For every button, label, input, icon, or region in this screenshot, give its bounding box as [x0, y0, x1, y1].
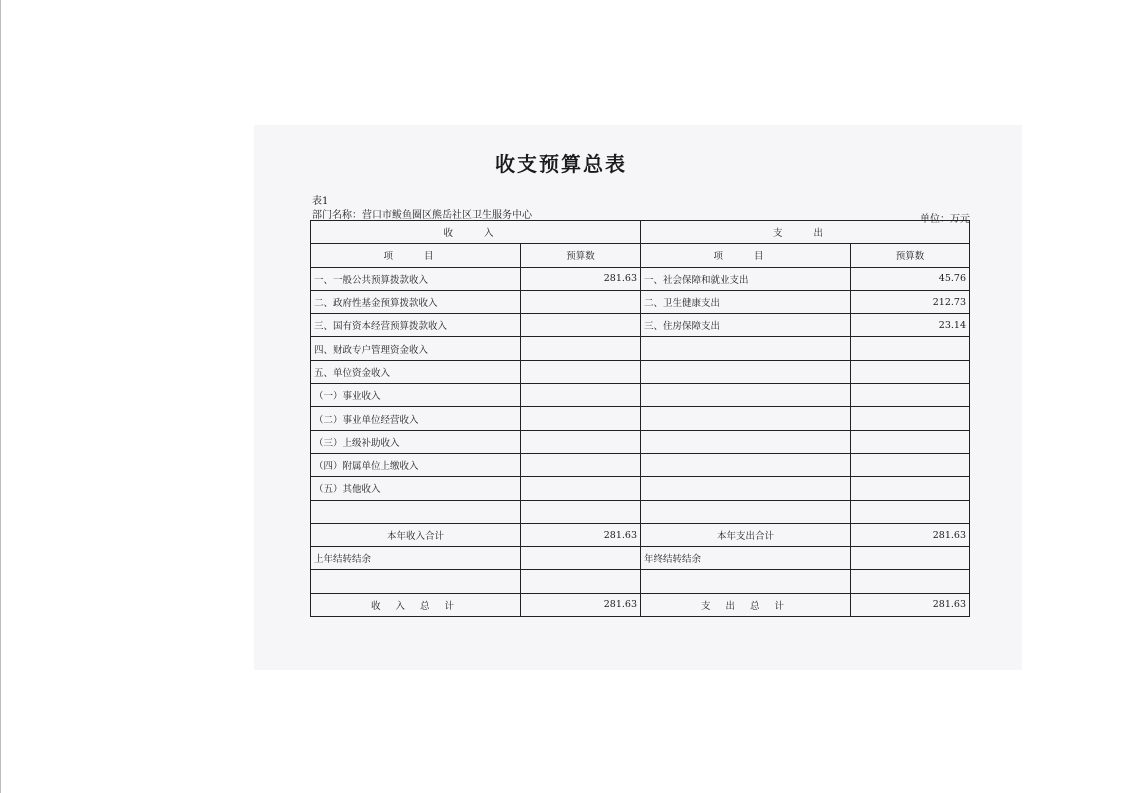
- income-item: （二）事业单位经营收入: [311, 407, 521, 430]
- income-item-header: 项 目: [311, 244, 521, 267]
- expense-value: 212.73: [851, 290, 970, 313]
- expense-budget-header: 预算数: [851, 244, 970, 267]
- income-section-header: 收 入: [311, 221, 641, 244]
- income-item: （三）上级补助收入: [311, 430, 521, 453]
- expense-value: [851, 360, 970, 383]
- department-name: 部门名称：营口市鲅鱼圈区熊岳社区卫生服务中心: [312, 210, 532, 221]
- income-value: 281.63: [521, 267, 641, 290]
- table-row: [311, 407, 970, 430]
- table-row: [311, 430, 970, 453]
- year-expense-total-label: 本年支出合计: [641, 523, 851, 546]
- table-row: [311, 314, 970, 337]
- income-item: [311, 500, 521, 523]
- expense-item-header: 项 目: [641, 244, 851, 267]
- table-row: [311, 384, 970, 407]
- income-value: [521, 453, 641, 476]
- table-row: [311, 477, 970, 500]
- table-section-header-row: [311, 221, 970, 244]
- income-item: 五、单位资金收入: [311, 360, 521, 383]
- page-title: 收支预算总表: [495, 152, 627, 176]
- expense-value: 23.14: [851, 314, 970, 337]
- expense-item: [641, 500, 851, 523]
- expense-value: 45.76: [851, 267, 970, 290]
- expense-item: 三、住房保障支出: [641, 314, 851, 337]
- carry-out-value: [851, 547, 970, 570]
- income-value: [521, 500, 641, 523]
- income-value: [521, 290, 641, 313]
- income-item: （一）事业收入: [311, 384, 521, 407]
- carry-out-label: 年终结转结余: [641, 547, 851, 570]
- empty-cell: [641, 570, 851, 593]
- grand-total-row: [311, 593, 970, 616]
- grand-expense-total-label: 支 出 总 计: [641, 593, 851, 616]
- income-value: [521, 360, 641, 383]
- income-item: 三、国有资本经营预算拨款收入: [311, 314, 521, 337]
- expense-section-header: 支 出: [641, 221, 970, 244]
- table-row: [311, 453, 970, 476]
- expense-value: [851, 337, 970, 360]
- table-number: 表1: [312, 196, 329, 207]
- carry-over-row: [311, 547, 970, 570]
- income-budget-header: 预算数: [521, 244, 641, 267]
- table-row: [311, 360, 970, 383]
- year-income-total-label: 本年收入合计: [311, 523, 521, 546]
- empty-cell: [521, 570, 641, 593]
- year-income-total-value: 281.63: [521, 523, 641, 546]
- unit-label: 单位：万元: [920, 214, 970, 225]
- expense-value: [851, 407, 970, 430]
- income-item: 二、政府性基金预算拨款收入: [311, 290, 521, 313]
- income-item: （五）其他收入: [311, 477, 521, 500]
- expense-item: [641, 384, 851, 407]
- expense-value: [851, 430, 970, 453]
- table-row: [311, 267, 970, 290]
- grand-expense-total-value: 281.63: [851, 593, 970, 616]
- income-value: [521, 407, 641, 430]
- expense-value: [851, 477, 970, 500]
- table-row: [311, 570, 970, 593]
- grand-income-total-value: 281.63: [521, 593, 641, 616]
- expense-item: [641, 337, 851, 360]
- carry-in-label: 上年结转结余: [311, 547, 521, 570]
- income-value: [521, 337, 641, 360]
- expense-value: [851, 500, 970, 523]
- budget-table: [310, 220, 970, 617]
- expense-value: [851, 384, 970, 407]
- income-value: [521, 430, 641, 453]
- income-value: [521, 477, 641, 500]
- expense-item: [641, 407, 851, 430]
- income-value: [521, 314, 641, 337]
- expense-item: 二、卫生健康支出: [641, 290, 851, 313]
- income-value: [521, 384, 641, 407]
- table-row: [311, 337, 970, 360]
- expense-item: [641, 430, 851, 453]
- income-item: （四）附属单位上缴收入: [311, 453, 521, 476]
- expense-value: [851, 453, 970, 476]
- table-row: [311, 500, 970, 523]
- scan-edge-line: [0, 0, 1, 793]
- table-row: [311, 290, 970, 313]
- empty-cell: [851, 570, 970, 593]
- expense-item: 一、社会保障和就业支出: [641, 267, 851, 290]
- year-total-row: [311, 523, 970, 546]
- income-item: 四、财政专户管理资金收入: [311, 337, 521, 360]
- carry-in-value: [521, 547, 641, 570]
- year-expense-total-value: 281.63: [851, 523, 970, 546]
- expense-item: [641, 453, 851, 476]
- grand-income-total-label: 收 入 总 计: [311, 593, 521, 616]
- table-column-header-row: [311, 244, 970, 267]
- empty-cell: [311, 570, 521, 593]
- expense-item: [641, 477, 851, 500]
- income-item: 一、一般公共预算拨款收入: [311, 267, 521, 290]
- expense-item: [641, 360, 851, 383]
